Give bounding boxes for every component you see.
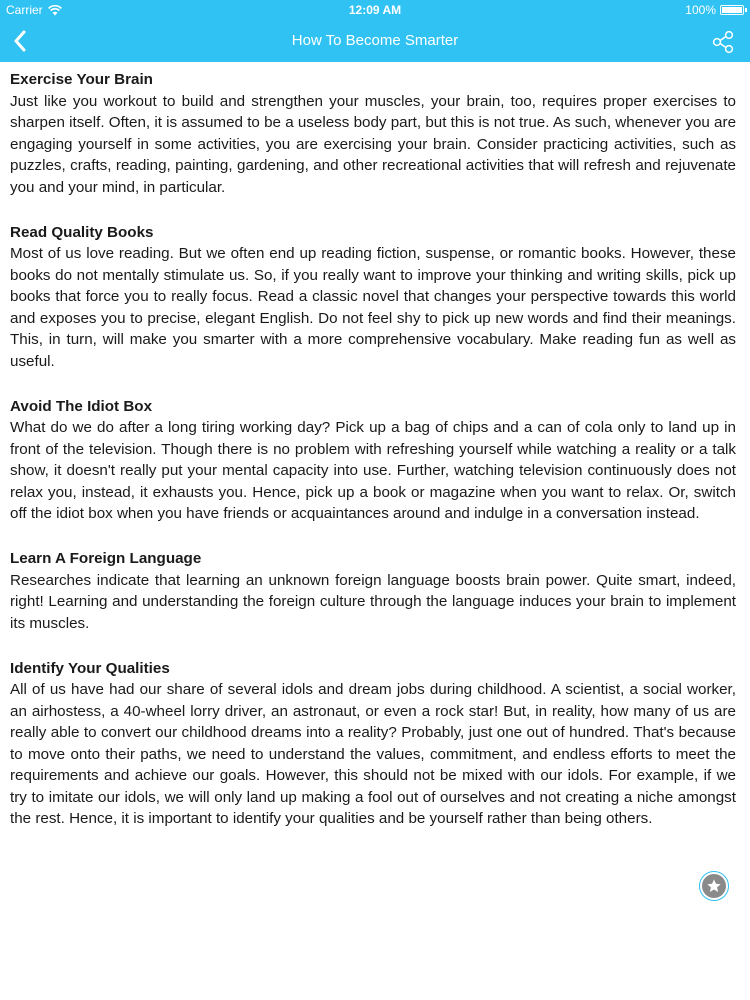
section-body: Researches indicate that learning an unknown foreign language boosts brain power. Quite smart, indeed, right! Learning and understanding the foreign culture through the language induces your brain to implement its muscles. (10, 571, 736, 632)
star-icon (706, 878, 722, 894)
nav-bar (0, 20, 750, 62)
battery-icon (720, 5, 744, 15)
section-heading: Read Quality Books (10, 223, 154, 241)
top-bar (0, 0, 750, 62)
favorite-button-inner (702, 874, 726, 898)
section-body: What do we do after a long tiring working day? Pick up a bag of chips and a can of cola only to land up in front of the television. Though there is no problem with refreshing yourself while watching a reality or a talk show, it doesn't really put your mental capacity into use. Further, watching television continuously does not relax you, instead, it exhausts you. Hence, pick up a book or magazine when you want to relax. Or, switch off the idiot box when you have friends or acquaintances around and indulge in a conversation instead. (10, 419, 736, 522)
section-heading: Identify Your Qualities (10, 659, 170, 677)
status-bar (0, 0, 750, 20)
article-section (10, 546, 736, 634)
share-icon (710, 29, 736, 55)
section-heading: Learn A Foreign Language (10, 550, 202, 567)
share-button[interactable] (710, 29, 736, 55)
article-section (10, 220, 736, 373)
article-section (10, 394, 736, 525)
section-heading: Avoid The Idiot Box (10, 397, 153, 415)
battery-percent: 100% (685, 3, 716, 17)
article-content (10, 67, 736, 851)
page-title: How To Become Smarter (291, 32, 459, 49)
status-right (685, 3, 744, 17)
section-heading: Exercise Your Brain (10, 71, 153, 88)
section-body: All of us have had our share of several idols and dream jobs during childhood. A scientist, a social worker, an airhostess, a 40-wheel lorry driver, an astronaut, or even a rock star! But, in reality, how many of us are really able to convert our childhood dreams into a reality? Probably, just one out of hundred. That's because to move onto their paths, we need to understand the values, commitment, and endless efforts to meet the requirements and achieve our goals. However, this should not be mixed with our idols. For example, if we try to imitate our idols, we will only land up making a fool out of ourselves and not creating a niche amongst the rest. Hence, it is important to identify your qualities and be yourself rather than being others. (10, 681, 736, 827)
section-body: Just like you workout to build and strengthen your muscles, your brain, too, requires proper exercises to sharpen itself. Often, it is assumed to be a useless body part, but this is not true. As such, whenever you are engaging yourself in some activities, you are exercising your brain. Consider practicing activities, such as puzzles, crafts, reading, painting, gardening, and other recreational activities that will refresh and rejuvenate you and your mind, in particular. (10, 92, 737, 196)
section-body: Most of us love reading. But we often end up reading fiction, suspense, or romantic books. However, these books do not mentally stimulate us. So, if you really want to improve your thinking and writing skills, pick up books that force you to really focus. Read a classic novel that changes your perspective towards this world and exposes you to precise, elegant English. Do not feel shy to pick up new words and find their meanings. This, in turn, will make you smarter with a more comprehensive vocabulary. Make reading fun as well as useful. (10, 245, 736, 370)
status-time: 12:09 AM (348, 3, 402, 17)
article-section (10, 656, 736, 830)
favorite-button[interactable] (699, 871, 729, 901)
carrier-label: Carrier (6, 3, 43, 17)
article-section (10, 67, 736, 198)
